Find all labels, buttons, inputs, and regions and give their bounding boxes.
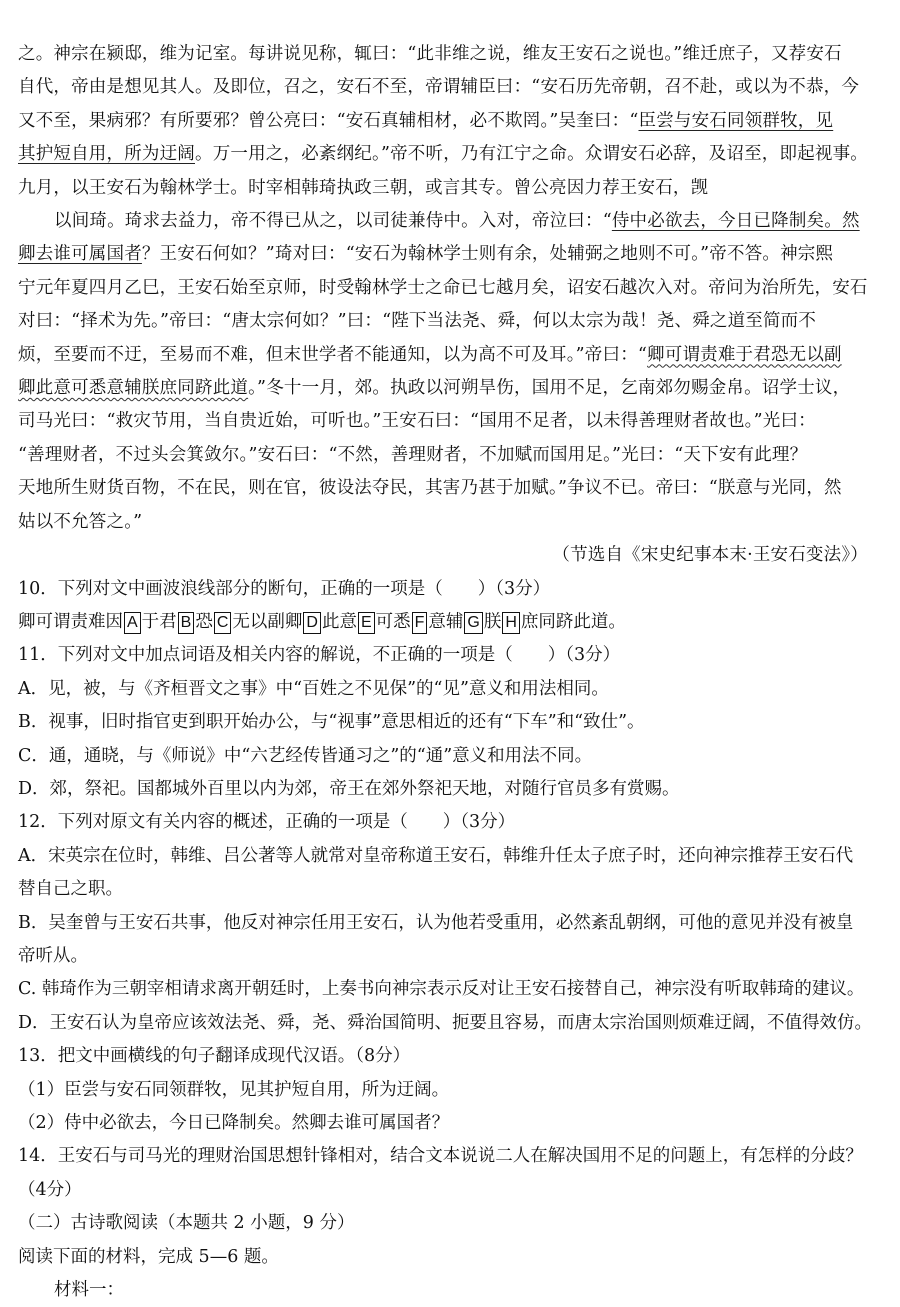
question-11-option-b[interactable]: B．视事，旧时指官吏到职开始办公，与“视事”意思相近的还有“下车”和“致仕”。 [18,712,645,733]
passage-text: 。”冬十一月，郊。执政以河朔旱伤，国用不足，乞南郊勿赐金帛。诏学士议， [248,378,851,399]
passage-line: 姑以不允答之。” [18,511,143,532]
q10-box-h[interactable]: H [502,612,520,634]
section-instruction: 阅读下面的材料，完成 5—6 题。 [18,1246,279,1267]
passage-line [18,138,876,171]
passage-line [18,205,876,238]
underlined-sentence-1a: 臣尝与安石同领群牧，见 [638,110,834,131]
underlined-sentence-1b: 其护短自用，所为迂阔 [18,144,195,165]
question-11-option-c[interactable]: C．通，通晓，与《师说》中“六艺经传皆通习之”的“通”意义和用法不同。 [18,745,593,766]
q10-segment: 卿可谓责难因 [18,611,123,632]
question-12-option-a[interactable]: A．宋英宗在位时，韩维、吕公著等人就常对皇帝称道王安石，韩维升任太子庶子时，还向神宗推荐王安石代 [18,845,854,866]
q10-box-a[interactable]: A [124,612,141,634]
passage-line: 司马光曰：“救灾节用，当自贵近始，可听也。”王安石曰：“国用不足者，以未得善理财者故也。”光曰： [18,411,816,432]
q10-box-f[interactable]: F [412,612,428,634]
passage-text: 又不至，果病邪？有所要邪？曾公亮曰：“安石真辅相材，必不欺罔。”吴奎曰：“ [18,110,639,131]
question-10-sentence [18,606,876,639]
q10-segment: 无以副卿 [232,611,303,632]
passage-text: 。万一用之，必紊纲纪。”帝不听，乃有江宁之命。众谓安石必辞，及诏至，即起视事。 [195,144,868,165]
passage [18,38,876,573]
q10-segment: 于君 [141,611,177,632]
question-14-points: （4分） [18,1179,82,1200]
question-12-option-d[interactable]: D．王安石认为皇帝应该效法尧、舜，尧、舜治国简明、扼要且容易，而唐太宗治国则烦难迂阔，不值得效仿。 [18,1012,873,1033]
wavy-underlined-text-a: 卿可谓责难于君恐无以副 [647,344,842,365]
passage-line: 宁元年夏四月乙巳，王安石始至京师，时受翰林学士之命已七越月矣，诏安石越次入对。帝问为治所先，安石 [18,277,868,298]
passage-line: 之。神宗在颍邸，维为记室。每讲说见称，辄曰：“此非维之说，维友王安石之说也。”维迁庶子，又荐安石 [18,44,842,64]
passage-line [18,339,876,372]
passage-line: 天地所生财货百物，不在民，则在官，彼设法夺民，其害乃甚于加赋。”争议不已。帝曰：“朕意与光同，然 [18,478,842,499]
question-12-option-b[interactable]: B．吴奎曾与王安石共事，他反对神宗任用王安石，认为他若受重用，必然紊乱朝纲，可他的意见并没有被皇 [18,912,854,933]
q10-segment: 庶同跻此道。 [520,611,626,632]
passage-line: 九月，以王安石为翰林学士。时宰相韩琦执政三朝，或言其专。曾公亮因力荐王安石，觊 [18,177,709,198]
passage-line: “善理财者，不过头会箕敛尔。”安石曰：“不然，善理财者，不加赋而国用足。”光曰：“天下安有此理？ [18,444,808,465]
passage-text: 以间琦。琦求去益力，帝不得已从之，以司徒兼侍中。入对，帝泣曰：“ [54,211,612,232]
question-13-stem: 13．把文中画横线的句子翻译成现代汉语。（8分） [18,1046,411,1067]
q10-segment: 朕 [483,611,502,632]
question-12-option-c[interactable]: C. 韩琦作为三朝宰相请求离开朝廷时，上奏书向神宗表示反对让王安石接替自己，神宗没有听取韩琦的建议。 [18,979,865,1000]
question-12-option-a-cont: 替自己之职。 [18,879,123,900]
exam-page [18,38,876,1307]
wavy-underlined-text-b: 卿此意可悉意辅朕庶同跻此道 [18,378,249,399]
underlined-sentence-2a: 侍中必欲去，今日已降制矣。然 [611,211,860,232]
q10-segment: 意辅 [428,611,464,632]
passage-line [18,372,876,405]
section-heading: （二）古诗歌阅读（本题共 2 小题，9 分） [18,1213,355,1234]
passage-line [18,105,876,138]
question-11-stem: 11．下列对文中加点词语及相关内容的解说，不正确的一项是（ ）（3分） [18,645,621,666]
passage-line: 对曰：“择术为先。”帝曰：“唐太宗何如？”曰：“陛下当法尧、舜，何以太宗为哉！尧、舜之道至简而不 [18,311,817,332]
q10-box-d[interactable]: D [303,612,321,634]
question-12-stem: 12．下列对原文有关内容的概述，正确的一项是（ ）（3分） [18,812,516,833]
q10-box-c[interactable]: C [214,612,232,634]
passage-text: ？王安石何如？”琦对曰：“安石为翰林学士则有余，处辅弼之地则不可。”帝不答。神宗熙 [141,244,834,265]
passage-text: 烦，至要而不迂，至易而不难，但末世学者不能通知，以为高不可及耳。”帝曰：“ [18,344,648,365]
question-12-option-b-cont: 帝听从。 [18,945,88,966]
material-label: 材料一： [54,1280,124,1301]
q10-segment: 恐 [195,611,213,632]
q10-box-e[interactable]: E [358,612,375,634]
passage-line [18,238,876,271]
underlined-sentence-2b: 卿去谁可属国者 [18,244,142,265]
question-11-option-d[interactable]: D．郊，祭祀。国都城外百里以内为郊，帝王在郊外祭祀天地，对随行官员多有赏赐。 [18,778,680,799]
q10-box-b[interactable]: B [178,612,195,634]
question-10-stem: 10．下列对文中画波浪线部分的断句，正确的一项是（ ）（3分） [18,578,551,599]
q10-box-g[interactable]: G [464,612,482,634]
q10-segment: 此意 [321,611,357,632]
question-13-item-1: （1）臣尝与安石同领群牧，见其护短自用，所为迂阔。 [18,1079,450,1100]
passage-line: 自代，帝由是想见其人。及即位，召之，安石不至，帝谓辅臣曰：“安石历先帝朝，召不赴，或以为不恭，今 [18,77,860,98]
question-14-stem: 14．王安石与司马光的理财治国思想针锋相对，结合文本说说二人在解决国用不足的问题上，有怎样的分歧？ [18,1146,863,1167]
passage-source: （节选自《宋史纪事本末·王安石变法》） [552,545,868,566]
question-11-option-a[interactable]: A．见，被，与《齐桓晋文之事》中“百姓之不见保”的“见”意义和用法相同。 [18,678,609,699]
q10-segment: 可悉 [375,611,411,632]
question-13-item-2: （2）侍中必欲去，今日已降制矣。然卿去谁可属国者？ [18,1113,450,1133]
